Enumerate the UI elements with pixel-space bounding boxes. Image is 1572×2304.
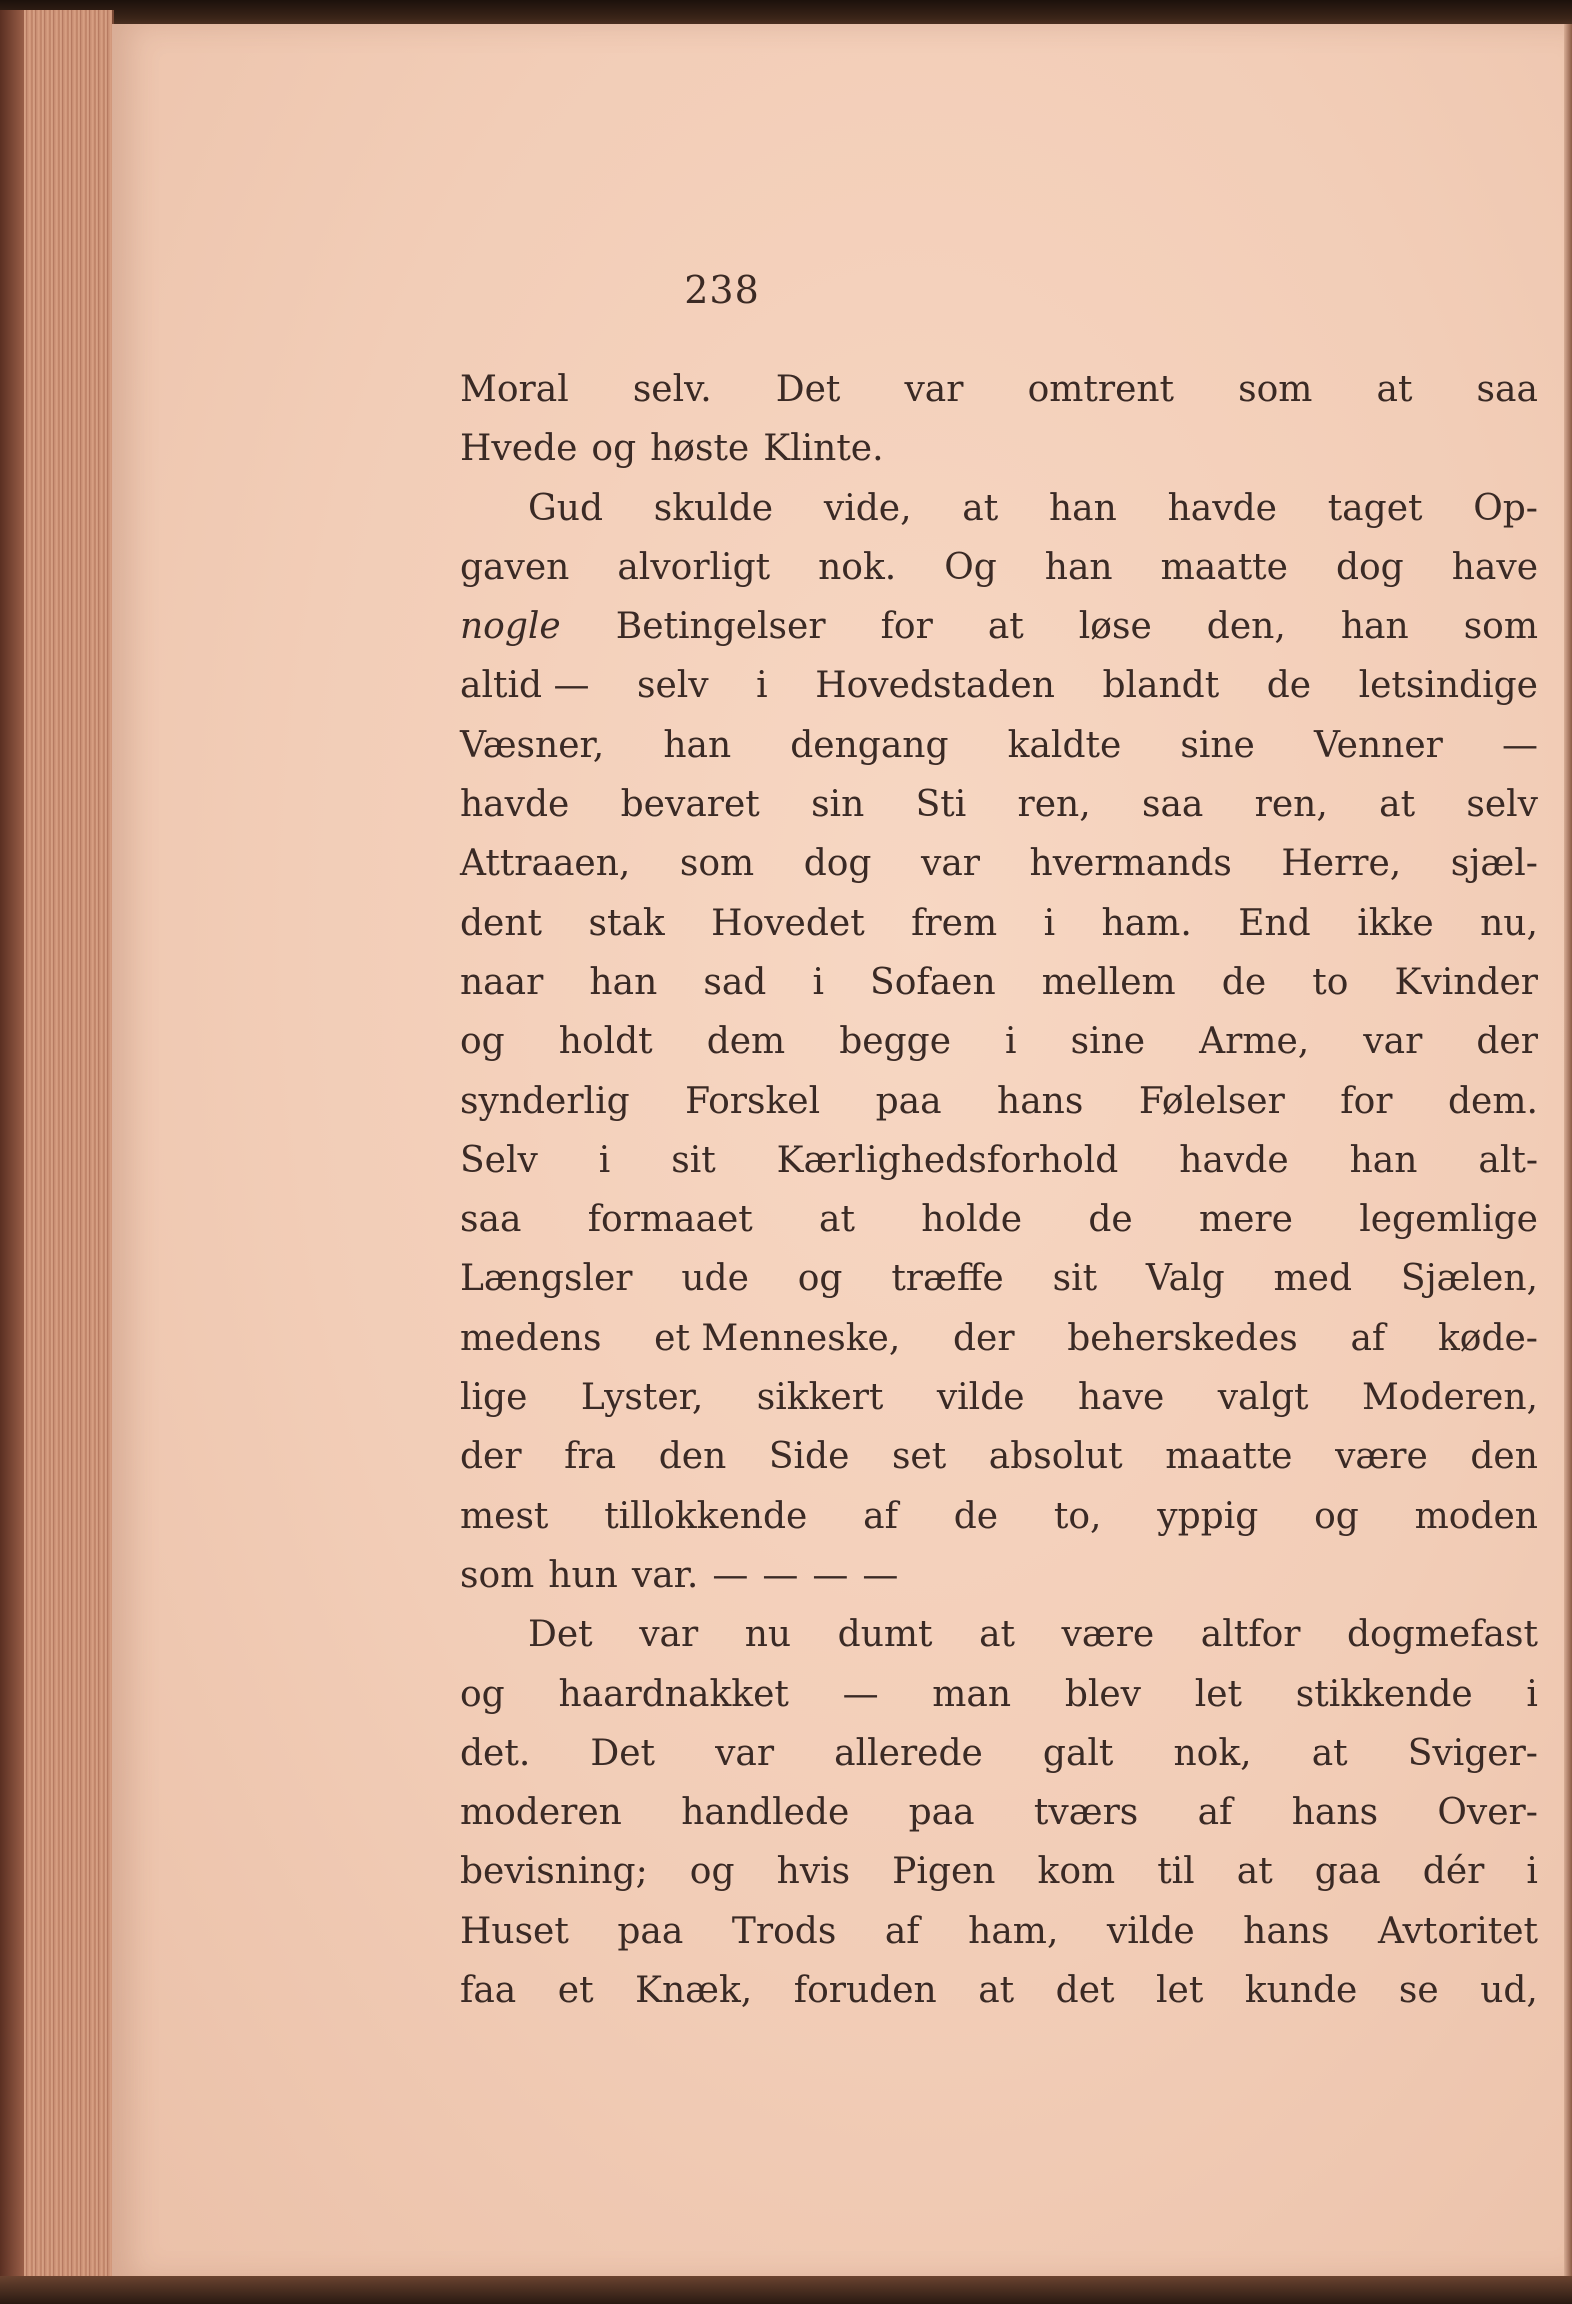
word: Følelser [1138, 1080, 1285, 1122]
word: havde [1167, 487, 1277, 529]
word: et [557, 1970, 594, 2012]
word: Sofaen [870, 961, 996, 1003]
text-line [460, 656, 1538, 715]
word: mest [460, 1495, 549, 1537]
word: Det [528, 1614, 593, 1656]
text-line [460, 1368, 1538, 1427]
word: Sviger- [1407, 1732, 1538, 1774]
word: Op- [1473, 487, 1538, 529]
word: Kvinder [1394, 961, 1538, 1003]
word: der [460, 1436, 522, 1478]
word: at [1311, 1732, 1348, 1774]
word: løse [1078, 606, 1152, 648]
word: Lyster, [580, 1377, 704, 1419]
word: se [1398, 1970, 1439, 2012]
word: sikkert [756, 1377, 884, 1419]
word: moderen [460, 1792, 622, 1834]
word: han [663, 724, 732, 766]
word: i [756, 665, 768, 707]
word: de [953, 1495, 999, 1537]
text-line [460, 1012, 1538, 1071]
word: frem [911, 902, 998, 944]
word: Sti [915, 784, 967, 826]
word: Længsler [460, 1258, 633, 1300]
word: stikkende [1295, 1673, 1473, 1715]
stacked-page-edges [0, 10, 114, 2280]
word: være [1061, 1614, 1155, 1656]
word: valgt [1217, 1377, 1309, 1419]
word: som [460, 1554, 535, 1596]
page-number: 238 [684, 268, 760, 312]
word: Attraaen, [460, 843, 631, 885]
word: legemlige [1359, 1199, 1538, 1241]
word: Det [775, 369, 841, 410]
word: kom [1037, 1851, 1116, 1893]
word: Trods [731, 1910, 837, 1952]
word: at [962, 487, 999, 529]
text-line [460, 1072, 1538, 1131]
word: Moderen, [1361, 1377, 1538, 1419]
word: saa [460, 1199, 522, 1241]
word: af [863, 1495, 898, 1537]
text-line [460, 1783, 1538, 1842]
word: let [1156, 1970, 1204, 2012]
word: og [689, 1851, 735, 1893]
word: tillokkende [604, 1495, 808, 1537]
word: dér [1422, 1851, 1485, 1893]
word: i [1526, 1851, 1538, 1893]
word: gaven [460, 546, 570, 588]
word: sin [811, 784, 865, 826]
word: holde [921, 1199, 1023, 1241]
word: og [1314, 1495, 1359, 1537]
word: hvis [776, 1851, 851, 1893]
word: det [1055, 1970, 1115, 2012]
word: Valg [1145, 1258, 1225, 1300]
word: alvorligt [617, 546, 771, 588]
word: mere [1198, 1199, 1293, 1241]
word: holdt [558, 1021, 653, 1063]
word: Arme, [1199, 1021, 1310, 1063]
text-line [460, 419, 1538, 478]
word: — [862, 1554, 899, 1596]
word: taget [1327, 487, 1423, 529]
word: fra [564, 1436, 617, 1478]
word: hun [548, 1554, 618, 1596]
word: den [658, 1436, 727, 1478]
word: bevaret [620, 784, 760, 826]
word: Venner [1313, 724, 1443, 766]
word: ren, [1017, 784, 1091, 826]
text-line [460, 1131, 1538, 1190]
word: set [891, 1436, 947, 1478]
word: Herre, [1281, 843, 1402, 885]
word: i [812, 961, 824, 1003]
word: der [1476, 1021, 1538, 1063]
word: blev [1064, 1673, 1142, 1715]
word: Moral [460, 369, 569, 410]
word: kunde [1244, 1970, 1358, 2012]
word: ikke [1357, 902, 1434, 944]
text-line [460, 1961, 1538, 2020]
word: dog [1335, 546, 1404, 588]
text-line [460, 1605, 1538, 1664]
word: var. [631, 1554, 699, 1596]
word: foruden [793, 1970, 937, 2012]
word: hans [1291, 1792, 1379, 1834]
word: den [1470, 1436, 1538, 1478]
word: letsindige [1358, 665, 1538, 707]
text-line [460, 1724, 1538, 1783]
word: Hovedstaden [815, 665, 1055, 707]
word: af [884, 1910, 920, 1952]
word: i [1005, 1021, 1017, 1063]
word: der [952, 1317, 1015, 1359]
word: sit [1052, 1258, 1098, 1300]
word: i [1526, 1673, 1538, 1715]
word: af [1197, 1792, 1233, 1834]
word: synderlig [460, 1080, 630, 1122]
word: for [880, 606, 933, 648]
word: absolut [988, 1436, 1123, 1478]
word: gaa [1314, 1851, 1381, 1893]
word: mellem [1041, 961, 1176, 1003]
word: at [1236, 1851, 1273, 1893]
word: køde- [1437, 1317, 1538, 1359]
text-line [460, 894, 1538, 953]
word: og [591, 428, 637, 470]
word: ham, [968, 1910, 1059, 1952]
word: et Menneske, [654, 1317, 901, 1359]
word: at [987, 606, 1024, 648]
word: Over- [1437, 1792, 1538, 1834]
word: Forskel [685, 1080, 821, 1122]
word: begge [839, 1021, 951, 1063]
text-line [460, 479, 1538, 538]
word: saa [1141, 784, 1204, 826]
text-line [460, 1842, 1538, 1901]
word: have [1451, 546, 1538, 588]
word: og [460, 1673, 505, 1715]
word: for [1340, 1080, 1393, 1122]
word: det. [460, 1732, 531, 1774]
word: vilde [1106, 1910, 1195, 1952]
word: naar [460, 961, 544, 1003]
word: skulde [653, 487, 774, 529]
word: moden [1414, 1495, 1538, 1537]
word: selv. [632, 369, 712, 410]
word: stak [588, 902, 665, 944]
word: at [819, 1199, 855, 1241]
body-text [460, 360, 1538, 2020]
text-line [460, 1902, 1538, 1961]
word: og [460, 1021, 505, 1063]
word: og [797, 1258, 843, 1300]
word: blandt [1102, 665, 1220, 707]
word: at [979, 1614, 1015, 1656]
word: de [1088, 1199, 1133, 1241]
word: Hvede [460, 428, 578, 470]
word: han [1340, 606, 1409, 648]
word: hvermands [1029, 843, 1232, 885]
word: med [1273, 1258, 1352, 1300]
word: han [1349, 1139, 1418, 1181]
word: — [812, 1554, 849, 1596]
word: Klinte. [763, 428, 884, 470]
word: man [932, 1673, 1012, 1715]
word: Kærlighedsforhold [776, 1139, 1119, 1181]
word: Gud [528, 487, 603, 529]
word: — [712, 1554, 749, 1596]
word: være [1335, 1436, 1428, 1478]
word: tværs [1033, 1792, 1139, 1834]
word: — [762, 1554, 799, 1596]
word: ren, [1254, 784, 1328, 826]
word: dumt [837, 1614, 933, 1656]
text-line [460, 538, 1538, 597]
word: have [1077, 1377, 1165, 1419]
text-line [460, 1190, 1538, 1249]
word: handlede [681, 1792, 850, 1834]
word: som [679, 843, 755, 885]
word: den, [1206, 606, 1286, 648]
text-line [460, 716, 1538, 775]
word: paa [875, 1080, 942, 1122]
word: ude [681, 1258, 749, 1300]
word: som [1238, 369, 1313, 410]
word: han [1049, 487, 1117, 529]
word: de [1266, 665, 1312, 707]
word: yppig [1157, 1495, 1259, 1537]
word: sine [1180, 724, 1255, 766]
word: var [904, 369, 964, 410]
word: ud, [1480, 1970, 1538, 2012]
word: bevisning; [460, 1851, 648, 1893]
text-line [460, 1546, 1538, 1605]
word: — [1501, 724, 1538, 766]
word: altid — [460, 665, 590, 707]
word: faa [460, 1970, 517, 2012]
word: vide, [823, 487, 912, 529]
word: sad [703, 961, 767, 1003]
word: havde [1179, 1139, 1289, 1181]
word: høste [650, 428, 750, 470]
word: Huset [460, 1910, 569, 1952]
word: altfor [1200, 1614, 1301, 1656]
word: Avtoritet [1378, 1910, 1538, 1952]
word: dog [803, 843, 872, 885]
word: paa [908, 1792, 975, 1834]
word: maatte [1165, 1436, 1293, 1478]
word: vilde [936, 1377, 1025, 1419]
text-line [460, 360, 1538, 419]
word: beherskedes [1067, 1317, 1298, 1359]
word: hans [997, 1080, 1084, 1122]
word: af [1350, 1317, 1386, 1359]
word: var [639, 1614, 699, 1656]
word: som [1463, 606, 1538, 648]
text-line [460, 597, 1538, 656]
word: at [1379, 784, 1416, 826]
word: var [715, 1732, 775, 1774]
word: Sjælen, [1400, 1258, 1538, 1300]
book-page [112, 24, 1572, 2280]
word: dem [706, 1021, 786, 1063]
word: han [589, 961, 658, 1003]
word: Og [944, 546, 997, 588]
word: maatte [1160, 546, 1288, 588]
text-line [460, 1427, 1538, 1486]
word: Knæk, [635, 1970, 753, 2012]
page-right-edge [1564, 24, 1572, 2280]
word: dent [460, 902, 543, 944]
word: dem. [1447, 1080, 1538, 1122]
word: let [1194, 1673, 1243, 1715]
word: Det [590, 1732, 655, 1774]
word: havde [460, 784, 570, 826]
word: Selv [460, 1139, 538, 1181]
word: galt [1042, 1732, 1114, 1774]
word: nok, [1173, 1732, 1252, 1774]
word: at [978, 1970, 1015, 2012]
word: selv [1466, 784, 1538, 826]
text-line [460, 1487, 1538, 1546]
word: sit [671, 1139, 716, 1181]
word: allerede [834, 1732, 983, 1774]
word: nu [744, 1614, 792, 1656]
word: Betingelser [615, 606, 826, 648]
word: Væsner, [460, 724, 605, 766]
word: selv [636, 665, 709, 707]
word: sjæl- [1450, 843, 1538, 885]
text-line [460, 775, 1538, 834]
word: lige [460, 1377, 528, 1419]
text-line [460, 834, 1538, 893]
word: Hovedet [711, 902, 865, 944]
word: i [1043, 902, 1056, 944]
word: End [1238, 902, 1311, 944]
word: var [1363, 1021, 1423, 1063]
word: saa [1476, 369, 1538, 410]
word: til [1157, 1851, 1195, 1893]
word: Pigen [892, 1851, 996, 1893]
word: medens [460, 1317, 602, 1359]
word: formaaet [587, 1199, 753, 1241]
word: at [1376, 369, 1413, 410]
word: kaldte [1007, 724, 1122, 766]
word: haardnakket [558, 1673, 789, 1715]
word: dogmefast [1347, 1614, 1538, 1656]
text-line [460, 1665, 1538, 1724]
word: dengang [790, 724, 949, 766]
text-line [460, 1309, 1538, 1368]
word: omtrent [1027, 369, 1175, 410]
text-line [460, 1249, 1538, 1308]
word: de [1221, 961, 1267, 1003]
word: nok. [818, 546, 897, 588]
word: han [1044, 546, 1113, 588]
binding-bottom-edge [0, 2276, 1572, 2304]
word: alt- [1478, 1139, 1538, 1181]
text-line [460, 953, 1538, 1012]
word: Side [768, 1436, 850, 1478]
word: paa [617, 1910, 684, 1952]
word: sine [1070, 1021, 1146, 1063]
word: hans [1243, 1910, 1330, 1952]
word: to, [1053, 1495, 1102, 1537]
word: nogle [460, 606, 561, 648]
word: ham. [1101, 902, 1192, 944]
word: — [842, 1673, 879, 1715]
word: var [920, 843, 980, 885]
word: i [598, 1139, 611, 1181]
word: to [1312, 961, 1349, 1003]
word: nu, [1480, 902, 1538, 944]
word: træffe [891, 1258, 1004, 1300]
